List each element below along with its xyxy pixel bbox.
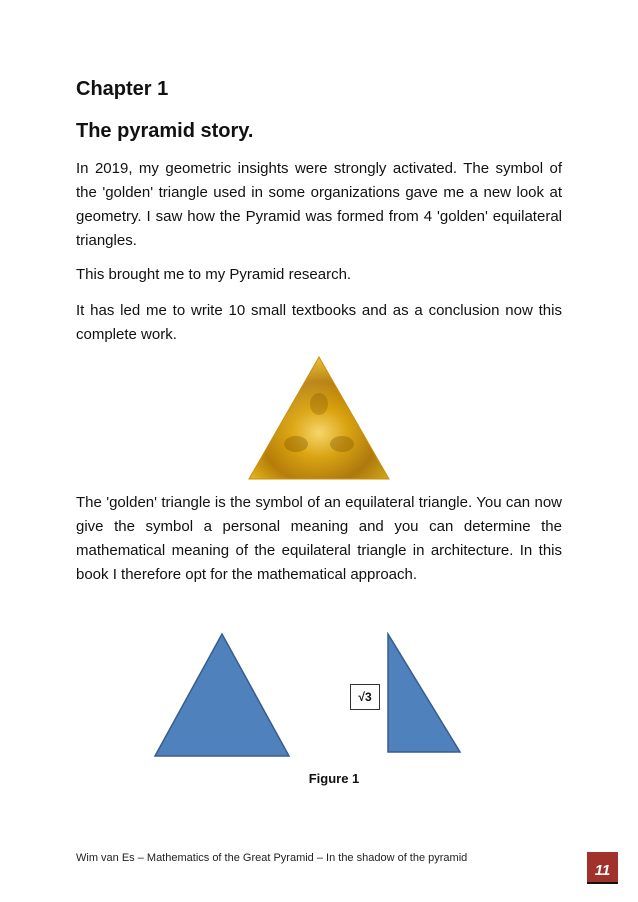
golden-triangle-image [248, 356, 390, 480]
paragraph-textbooks: It has led me to write 10 small textbooks and as a conclusion now this complete work. [76, 302, 562, 343]
paragraph-research: This brought me to my Pyramid research. [76, 266, 352, 283]
paragraph-equilateral: The 'golden' triangle is the symbol of an equilateral triangle. You can now give the symbol a personal meaning and you can determine the mathematical meaning of the equilateral triangle in architecture. In this book I therefore opt for the mathematical approach. [76, 494, 562, 583]
page-number: 11 [587, 852, 618, 882]
figure-caption-text: Figure 1 [308, 771, 360, 786]
figure-caption [0, 771, 638, 786]
half-triangle-shape [386, 632, 462, 754]
paragraph-intro: In 2019, my geometric insights were strongly activated. The symbol of the 'golden' triangle used in some organizations gave me a new look at geometry. I saw how the Pyramid was formed from 4 'golden' equilateral triangles. [76, 160, 562, 249]
section-title: The pyramid story. [76, 120, 254, 142]
page-number-underline [587, 882, 618, 884]
page-footer: Wim van Es – Mathematics of the Great Pyramid – In the shadow of the pyramid [76, 852, 468, 864]
sqrt3-label-box: √3 [350, 684, 380, 710]
equilateral-triangle-shape [153, 632, 291, 758]
chapter-heading: Chapter 1 [76, 78, 169, 100]
